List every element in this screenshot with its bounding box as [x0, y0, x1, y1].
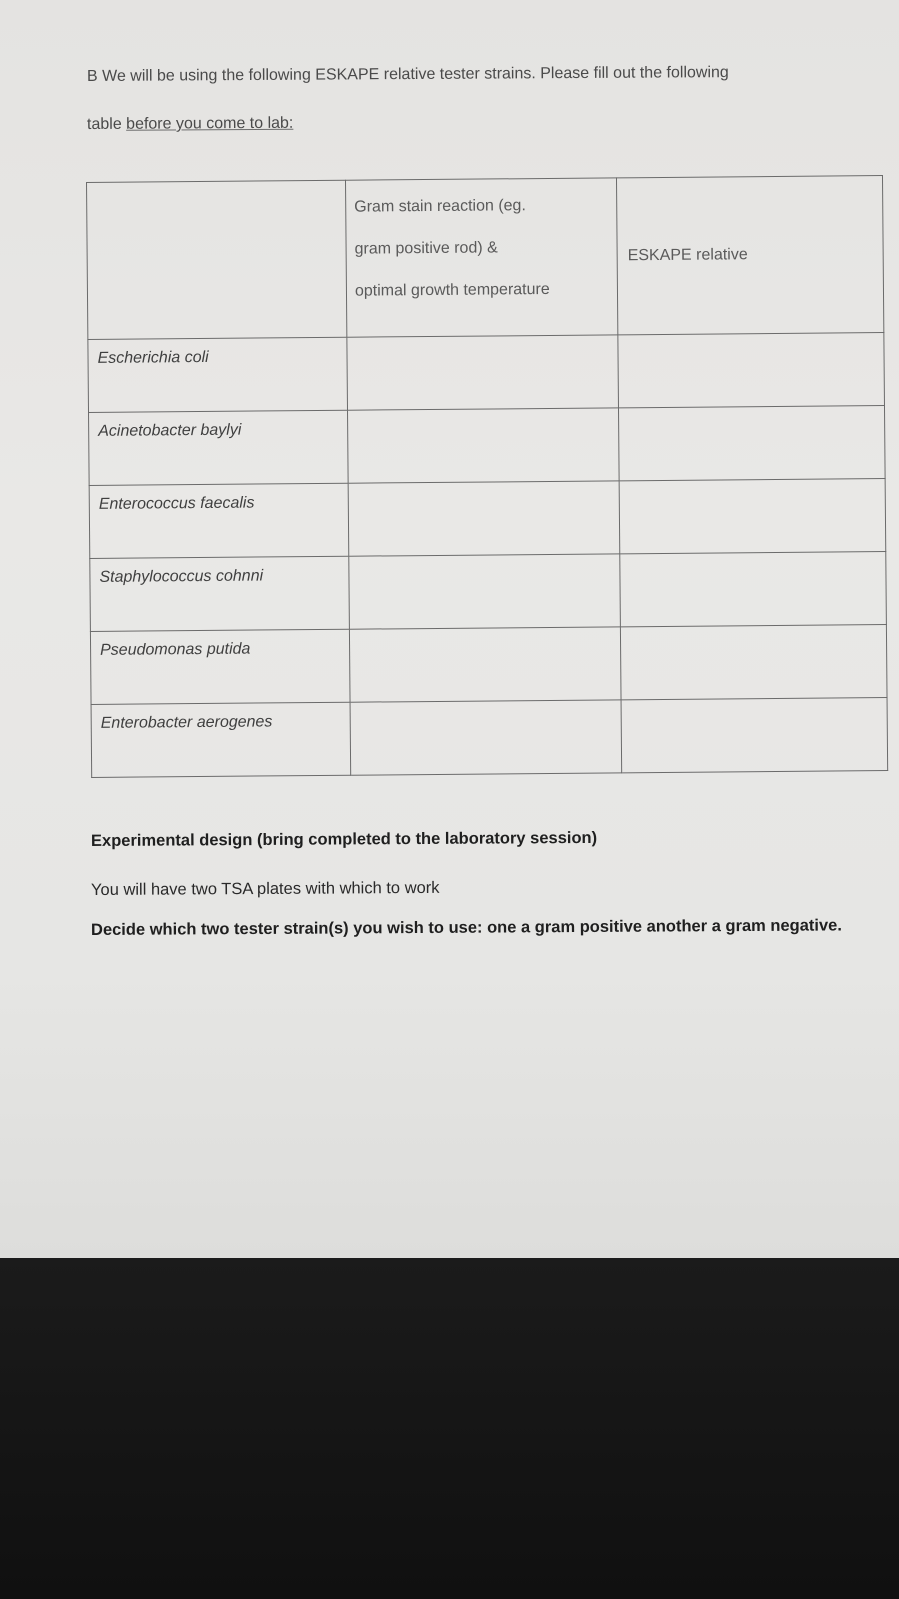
eskape-input-cell[interactable]: [620, 552, 887, 627]
species-cell: [88, 337, 348, 412]
header-gram-stain: [345, 178, 617, 337]
species-cell: [89, 410, 349, 485]
gram-stain-input-cell[interactable]: [347, 335, 619, 410]
species-cell: [89, 483, 349, 558]
header-gram-line: Gram stain reaction (eg.: [354, 197, 526, 216]
eskape-input-cell[interactable]: [620, 625, 887, 700]
species-name: Acinetobacter baylyi: [98, 421, 242, 440]
table-row: [91, 698, 888, 778]
species-cell: [90, 556, 350, 631]
species-name: Enterococcus faecalis: [98, 494, 255, 513]
header-gram-line: optimal growth temperature: [354, 280, 550, 300]
species-cell: [91, 702, 351, 777]
strain-table-wrapper: [86, 175, 888, 778]
gram-stain-input-cell[interactable]: [350, 700, 622, 775]
table-row: [89, 406, 886, 486]
experimental-design-title: Experimental design (bring completed to the laboratory session): [90, 828, 598, 850]
header-eskape-relative: ESKAPE relative: [616, 176, 883, 335]
plates-note: You will have two TSA plates with which to work: [90, 878, 440, 899]
species-name: Staphylococcus cohnni: [99, 567, 264, 586]
intro-prefix: table: [86, 115, 127, 133]
background-surface: [0, 1258, 899, 1599]
gram-stain-input-cell[interactable]: [348, 481, 620, 556]
gram-stain-input-cell[interactable]: [348, 408, 620, 483]
species-name: Escherichia coli: [97, 348, 209, 367]
strain-choice-instruction: Decide which two tester strain(s) you wish to use: one a gram positive another a gram negative.: [90, 916, 842, 939]
header-gram-line: gram positive rod) &: [354, 239, 498, 258]
species-cell: [90, 629, 350, 704]
eskape-input-cell[interactable]: [619, 479, 886, 554]
eskape-input-cell[interactable]: [618, 333, 885, 408]
header-species-cell: [87, 180, 347, 339]
table-row: [90, 552, 887, 632]
intro-underlined: before you come to lab:: [126, 114, 294, 133]
table-row: [89, 479, 886, 559]
gram-stain-input-cell[interactable]: [349, 627, 621, 702]
species-name: Pseudomonas putida: [100, 640, 251, 659]
table-header-row: [87, 176, 884, 340]
table-row: [90, 625, 887, 705]
strain-table: [86, 175, 888, 778]
gram-stain-input-cell[interactable]: [349, 554, 621, 629]
eskape-input-cell[interactable]: [621, 698, 888, 773]
table-row: [88, 333, 885, 413]
eskape-input-cell[interactable]: [618, 406, 885, 481]
intro-instruction: B We will be using the following ESKAPE relative tester strains. Please fill out the following: [86, 64, 729, 85]
species-name: Enterobacter aerogenes: [100, 713, 273, 732]
